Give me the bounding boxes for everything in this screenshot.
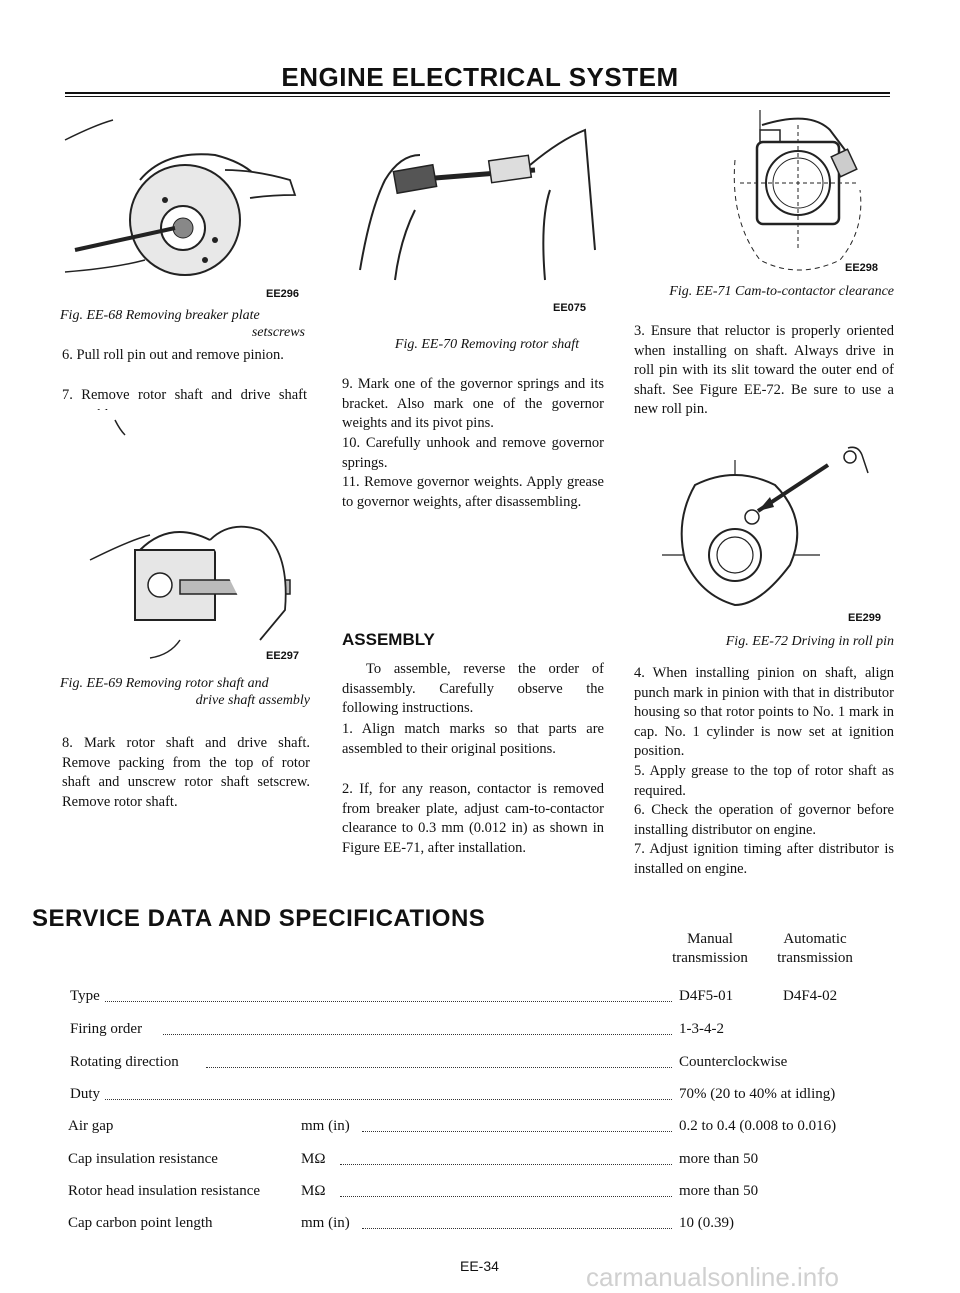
spec-value-manual: 0.2 to 0.4 (0.008 to 0.016) <box>679 1118 837 1134</box>
figure-ee68-caption <box>60 307 305 341</box>
spec-unit: mm (in) <box>301 1118 350 1134</box>
column-header-automatic: Automatic transmission <box>777 931 853 966</box>
spec-value-manual: more than 50 <box>679 1183 759 1199</box>
spec-value-manual: 70% (20 to 40% at idling) <box>679 1086 836 1102</box>
figure-ee68-caption-line1: Fig. EE-68 Removing breaker plate <box>60 308 260 323</box>
spec-unit: mm (in) <box>301 1215 350 1231</box>
spec-value-manual: Counterclockwise <box>679 1054 788 1070</box>
figure-ee69-caption-line2: drive shaft assembly <box>195 693 310 708</box>
figure-ee70-image <box>340 100 605 310</box>
service-data-heading: SERVICE DATA AND SPECIFICATIONS <box>32 905 486 932</box>
figure-ee70-caption: Fig. EE-70 Removing rotor shaft <box>394 337 580 352</box>
figure-ee72-image <box>640 445 895 620</box>
assembly-intro: To assemble, reverse the order of disassembly. Carefully observe the following instructions. <box>342 661 604 716</box>
assembly-step-2: 2. If, for any reason, contactor is removed from breaker plate, adjust cam-to-contactor clearance to 0.3 mm (0.012 in) as shown in Figure EE-71, after installation. <box>342 781 604 856</box>
figure-ee69-code: EE297 <box>266 650 300 662</box>
column-header-manual: Manual transmission <box>672 931 748 966</box>
spec-leader-dots <box>105 1099 672 1100</box>
figure-ee69-caption <box>60 675 310 709</box>
spec-leader-dots <box>163 1034 672 1035</box>
watermark: carmanualsonline.info <box>586 1262 839 1292</box>
figure-ee72-code: EE299 <box>848 612 882 624</box>
figure-ee71-dim-label: 0.3 mm (0.012 in) <box>643 118 738 133</box>
figure-ee68-code: EE296 <box>266 288 300 300</box>
col3-step-7: 7. Adjust ignition timing after distributor is installed on engine. <box>634 841 894 877</box>
spec-unit: MΩ <box>301 1151 326 1167</box>
page-header-title: ENGINE ELECTRICAL SYSTEM <box>281 62 679 92</box>
spec-label: Cap carbon point length <box>68 1215 213 1231</box>
figure-ee71-caption: Fig. EE-71 Cam-to-contactor clearance <box>669 284 894 299</box>
col3-step-3: 3. Ensure that reluctor is properly oriented when installing on shaft. Always drive in roll pin with its slit toward the outer end of shaft. See Figure EE-72. Be sure to use a new roll pin. <box>634 323 894 417</box>
col3-step-6: 6. Check the operation of governor before installing distributor on engine. <box>634 802 894 838</box>
spec-label: Cap insulation resistance <box>68 1151 218 1167</box>
figure-ee68-image <box>55 110 305 295</box>
spec-label: Duty <box>70 1086 100 1102</box>
page-number: EE-34 <box>460 1258 499 1274</box>
spec-leader-dots <box>362 1131 672 1132</box>
spec-leader-dots <box>206 1067 672 1068</box>
spec-leader-dots <box>105 1001 672 1002</box>
col1-step-8: 8. Mark rotor shaft and drive shaft. Remove packing from the top of rotor shaft and unscrew rotor shaft setscrew. Remove rotor shaft. <box>62 735 310 810</box>
header-rule-thin <box>65 96 890 97</box>
assembly-step-1: 1. Align match marks so that parts are assembled to their original positions. <box>342 721 604 757</box>
spec-value-manual: more than 50 <box>679 1151 759 1167</box>
col1-step-6: 6. Pull roll pin out and remove pinion. <box>62 347 284 363</box>
col2-step-9: 9. Mark one of the governor springs and its bracket. Also mark one of the governor weights and its pivot pins. <box>342 376 604 431</box>
figure-ee68-caption-line2: setscrews <box>251 325 305 340</box>
spec-label: Air gap <box>68 1118 114 1134</box>
spec-unit: MΩ <box>301 1183 326 1199</box>
spec-value-manual: 10 (0.39) <box>679 1215 734 1231</box>
col2-step-11: 11. Remove governor weights. Apply grease to governor weights, after disassembling. <box>342 474 604 510</box>
header-rule <box>65 92 890 94</box>
spec-leader-dots <box>362 1228 672 1229</box>
col2-step-10: 10. Carefully unhook and remove governor springs. <box>342 435 604 471</box>
figure-ee71-code: EE298 <box>845 262 879 274</box>
figure-ee72-caption: Fig. EE-72 Driving in roll pin <box>725 634 894 649</box>
col3-step-5: 5. Apply grease to the top of rotor shaft as required. <box>634 763 894 799</box>
spec-label: Firing order <box>70 1021 143 1037</box>
figure-ee70-code: EE075 <box>553 302 587 314</box>
spec-label: Rotating direction <box>70 1054 179 1070</box>
col3-step-4: 4. When installing pinion on shaft, align punch mark in pinion with that in distributor housing so that rotor points to No. 1 mark in cap. No. 1 cylinder is now set at ignition position. <box>634 665 894 759</box>
spec-label: Rotor head insulation resistance <box>68 1183 261 1199</box>
figure-ee71-image <box>640 100 895 275</box>
spec-leader-dots <box>340 1164 672 1165</box>
spec-label: Type <box>70 988 100 1004</box>
spec-value-manual: 1-3-4-2 <box>679 1021 724 1037</box>
spec-value-manual: D4F5-01 <box>679 988 734 1004</box>
figure-ee69-image <box>60 410 310 660</box>
spec-leader-dots <box>340 1196 672 1197</box>
figure-ee69-caption-line1: Fig. EE-69 Removing rotor shaft and <box>60 676 269 691</box>
assembly-heading: ASSEMBLY <box>342 630 435 649</box>
spec-value-automatic: D4F4-02 <box>783 988 838 1004</box>
col1-step-7: 7. Remove rotor shaft and drive shaft assembly. <box>62 387 307 423</box>
